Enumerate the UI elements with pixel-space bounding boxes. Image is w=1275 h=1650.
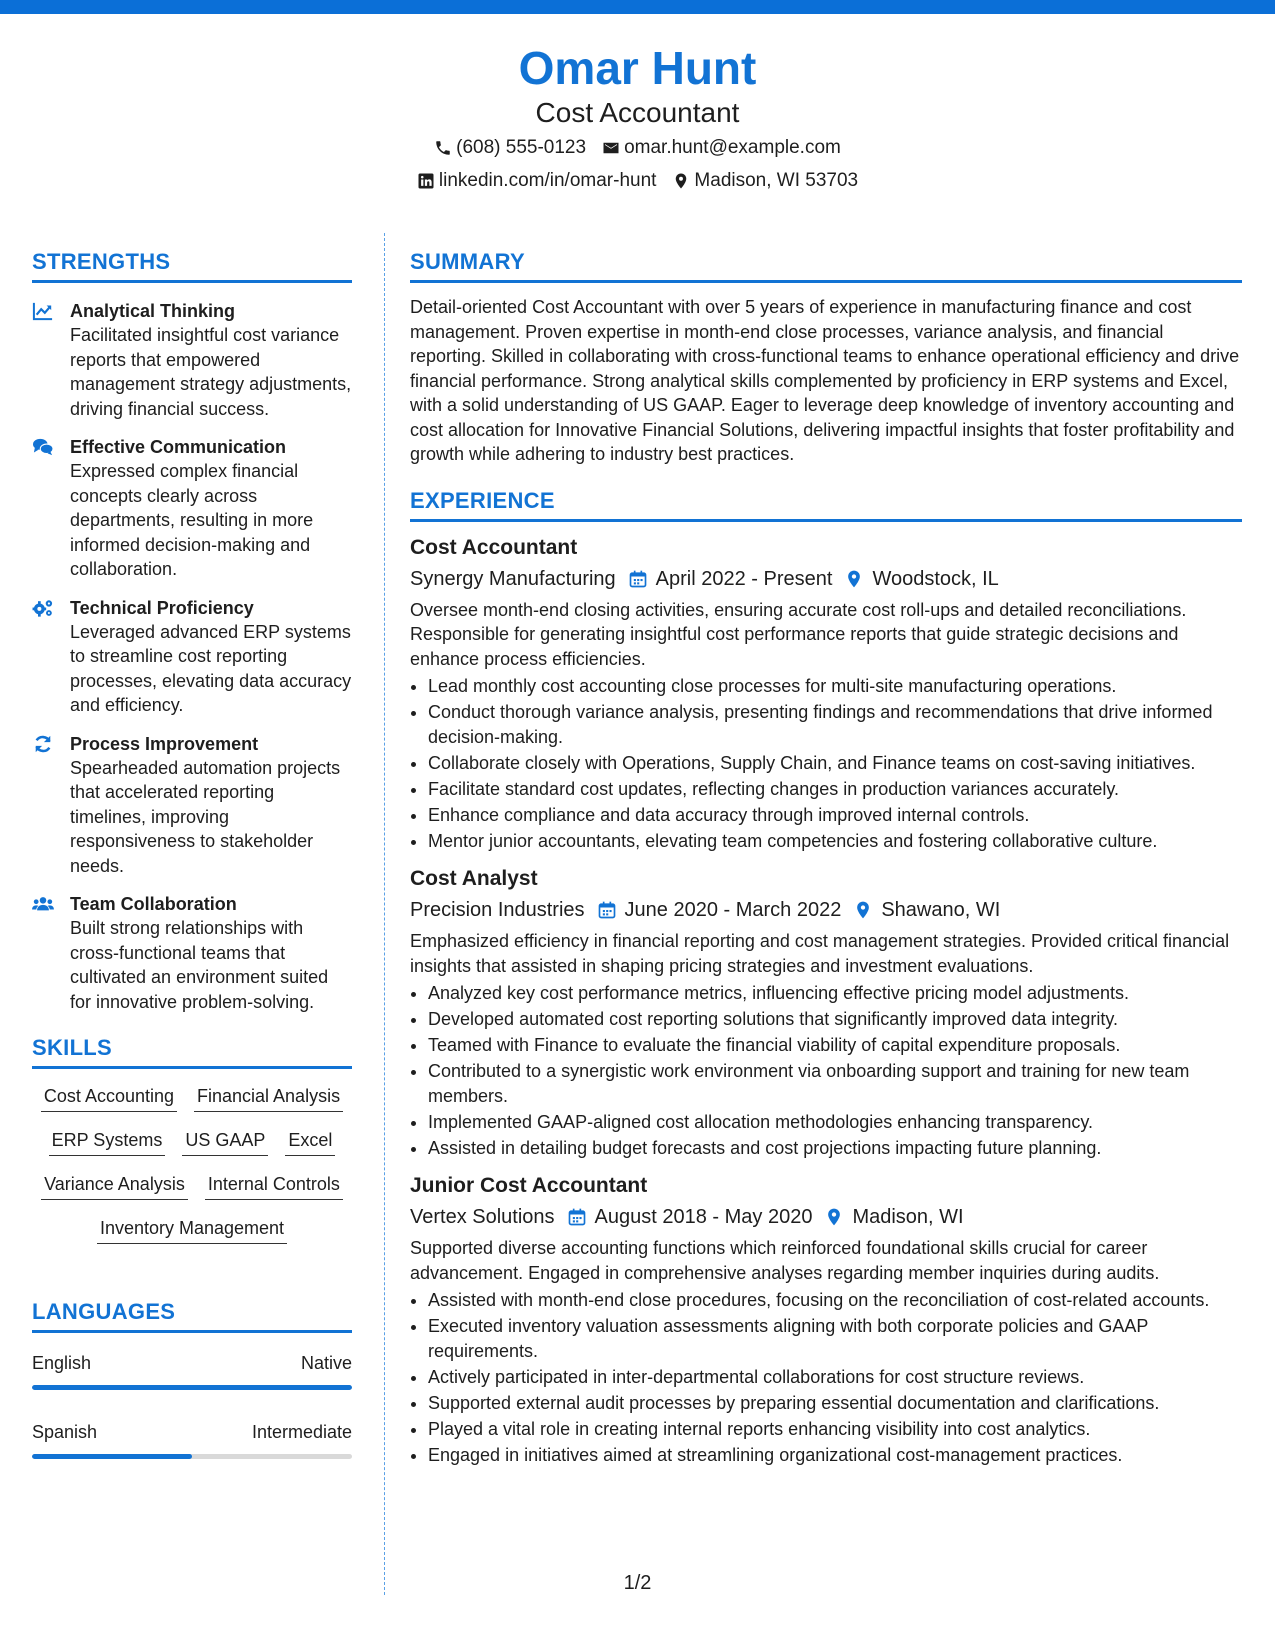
job-bullet: • Played a vital role in creating internal reports enhancing visibility into cost analytics. — [428, 1417, 1242, 1442]
strength-item — [32, 435, 352, 582]
location-text: Madison, WI 53703 — [694, 170, 859, 191]
map-marker-icon — [824, 1207, 844, 1227]
language-bar-fill — [32, 1454, 192, 1459]
job-bullet: • Developed automated cost reporting solutions that significantly improved data integrity. — [428, 1007, 1242, 1032]
experience-list — [410, 534, 1242, 1468]
candidate-name: Omar Hunt — [518, 42, 757, 94]
job-company: Precision Industries — [410, 899, 585, 921]
job-location: Woodstock, IL — [872, 567, 999, 590]
strength-title: Process Improvement — [70, 733, 259, 754]
strength-title: Technical Proficiency — [70, 597, 254, 618]
comments-icon — [32, 437, 54, 457]
contact-row-2 — [0, 165, 1275, 196]
calendar-icon — [597, 900, 617, 920]
job-bullets — [410, 1288, 1242, 1467]
language-name: English — [32, 1353, 92, 1373]
left-column — [32, 248, 352, 1459]
job-bullet: • Collaborate closely with Operations, Supply Chain, and Finance teams on cost-saving initiatives. — [428, 751, 1242, 776]
job-bullet: • Contributed to a synergistic work environment via onboarding support and training for new team members. — [428, 1059, 1242, 1108]
linkedin-contact[interactable] — [417, 165, 657, 196]
skills-section — [32, 1034, 352, 1244]
cogs-icon — [32, 598, 54, 618]
phone-number: (608) 555-0123 — [456, 137, 587, 158]
job-bullet: • Engaged in initiatives aimed at streamlining organizational cost-management practices. — [428, 1443, 1242, 1468]
job-description: Emphasized efficiency in financial reporting and cost management strategies. Provided critical financial insights that assisted in shaping pricing strategies and investment evaluations. — [410, 931, 1230, 976]
calendar-icon — [567, 1207, 587, 1227]
language-name: Spanish — [32, 1422, 98, 1442]
skill-tag: Inventory Management — [97, 1215, 287, 1244]
column-divider — [384, 233, 385, 1595]
strength-description: Leveraged advanced ERP systems to streamline cost reporting processes, elevating data accuracy and efficiency. — [70, 621, 352, 715]
linkedin-url[interactable]: linkedin.com/in/omar-hunt — [438, 170, 657, 191]
skill-tag: Financial Analysis — [194, 1083, 343, 1112]
strength-description: Spearheaded automation projects that accelerated reporting timelines, improving responsiveness to stakeholder needs. — [70, 757, 341, 876]
email-contact[interactable] — [602, 132, 841, 163]
job-dates: June 2020 - March 2022 — [624, 899, 842, 921]
strength-item — [32, 732, 352, 879]
skill-tag: ERP Systems — [49, 1127, 166, 1156]
language-bar — [32, 1385, 352, 1390]
job-bullet: • Assisted with month-end close procedures, focusing on the reconciliation of cost-related accounts. — [428, 1288, 1242, 1313]
skill-tag: US GAAP — [182, 1127, 268, 1156]
email-address[interactable]: omar.hunt@example.com — [624, 137, 841, 158]
language-bar-fill — [32, 1385, 352, 1390]
location-contact — [672, 165, 858, 196]
chart-line-icon — [32, 301, 54, 321]
skill-tag: Excel — [285, 1127, 335, 1156]
job-meta — [410, 1202, 1242, 1232]
job-bullet: • Conduct thorough variance analysis, presenting findings and recommendations that drive informed decision-making. — [428, 700, 1242, 749]
language-level: Intermediate — [251, 1422, 352, 1442]
envelope-icon — [602, 139, 620, 157]
language-item — [32, 1420, 352, 1459]
language-bar — [32, 1454, 352, 1459]
strength-description: Expressed complex financial concepts clearly across departments, resulting in more informed decision-making and collaboration. — [70, 461, 314, 579]
candidate-role: Cost Accountant — [535, 97, 740, 128]
strength-item — [32, 299, 352, 421]
skill-tag: Variance Analysis — [41, 1171, 188, 1200]
calendar-icon — [628, 569, 648, 589]
job-location: Madison, WI — [852, 1206, 964, 1228]
job-bullets — [410, 981, 1242, 1160]
experience-heading: EXPERIENCE — [410, 487, 1242, 522]
page-number: 1/2 — [623, 1572, 652, 1594]
strength-item — [32, 596, 352, 718]
linkedin-icon — [417, 172, 435, 190]
job-bullets — [410, 674, 1242, 853]
phone-icon — [434, 139, 452, 157]
job-title: Cost Accountant — [410, 535, 578, 559]
summary-heading: SUMMARY — [410, 248, 1242, 283]
contact-row-1 — [0, 132, 1275, 163]
skill-tag: Internal Controls — [205, 1171, 343, 1200]
strength-item — [32, 892, 352, 1014]
strengths-heading: STRENGTHS — [32, 248, 352, 283]
map-marker-icon — [844, 569, 864, 589]
job-dates: April 2022 - Present — [655, 567, 833, 590]
job-meta — [410, 564, 1242, 594]
strengths-list — [32, 299, 352, 1014]
language-level: Native — [300, 1353, 352, 1373]
job-bullet: • Analyzed key cost performance metrics, influencing effective pricing model adjustments. — [428, 981, 1242, 1006]
language-item — [32, 1351, 352, 1390]
skills-list — [32, 1083, 352, 1244]
summary-text: Detail-oriented Cost Accountant with over 5 years of experience in manufacturing finance and cost management. Proven expertise in month-end close processes, variance analysis, and financial reporting. Skilled in collaborating with cross-functional teams to enhance operational efficiency and drive financial performance. Strong analytical skills complemented by proficiency in ERP systems and Excel, with a solid understanding of US GAAP. Eager to leverage deep knowledge of inventory accounting and cost allocation for Innovative Financial Solutions, delivering impactful insights that foster profitability and growth while adhering to industry best practices. — [410, 297, 1240, 464]
job-bullet: • Assisted in detailing budget forecasts and cost projections impacting future planning. — [428, 1136, 1242, 1161]
strength-title: Effective Communication — [70, 437, 287, 457]
job-bullet: • Supported external audit processes by preparing essential documentation and clarifications. — [428, 1391, 1242, 1416]
languages-heading: LANGUAGES — [32, 1298, 352, 1333]
job-bullet: • Actively participated in inter-departmental collaborations for cost structure reviews. — [428, 1365, 1242, 1390]
map-marker-icon — [853, 900, 873, 920]
job-entry — [410, 534, 1242, 854]
right-column — [410, 248, 1242, 1469]
sync-icon — [32, 734, 54, 754]
strength-description: Built strong relationships with cross-functional teams that cultivated an environment suited for innovative problem-solving. — [70, 918, 329, 1012]
job-bullet: • Mentor junior accountants, elevating team competencies and fostering collaborative culture. — [428, 829, 1242, 854]
skills-heading: SKILLS — [32, 1034, 352, 1069]
resume-header — [0, 40, 1275, 196]
job-dates: August 2018 - May 2020 — [594, 1206, 813, 1228]
phone-contact — [434, 132, 586, 163]
top-accent-bar — [0, 0, 1275, 14]
job-bullet: • Lead monthly cost accounting close processes for multi-site manufacturing operations. — [428, 674, 1242, 699]
map-marker-icon — [672, 172, 690, 190]
strength-description: Facilitated insightful cost variance reports that empowered management strategy adjustments, driving financial success. — [70, 325, 352, 419]
languages-section — [32, 1298, 352, 1459]
job-entry — [410, 1172, 1242, 1467]
job-entry — [410, 865, 1242, 1160]
job-title: Cost Analyst — [410, 867, 538, 890]
strength-title: Analytical Thinking — [70, 301, 236, 321]
job-company: Vertex Solutions — [410, 1206, 555, 1228]
job-description: Supported diverse accounting functions which reinforced foundational skills crucial for career advancement. Engaged in comprehensive analyses regarding member inquiries during audits. — [410, 1238, 1160, 1283]
job-meta — [410, 895, 1242, 925]
strength-title: Team Collaboration — [70, 894, 237, 914]
skill-tag: Cost Accounting — [41, 1083, 177, 1112]
job-location: Shawano, WI — [881, 899, 1001, 921]
job-description: Oversee month-end closing activities, ensuring accurate cost roll-ups and detailed reconciliations. Responsible for generating insightful cost performance reports that guide strategic decisions and enhance process efficiencies. — [410, 599, 1187, 669]
users-icon — [32, 894, 54, 914]
job-bullet: • Teamed with Finance to evaluate the financial viability of capital expenditure proposals. — [428, 1033, 1242, 1058]
job-bullet: • Implemented GAAP-aligned cost allocation methodologies enhancing transparency. — [428, 1110, 1242, 1135]
job-bullet: • Facilitate standard cost updates, reflecting changes in production variances accurately. — [428, 777, 1242, 802]
job-title: Junior Cost Accountant — [410, 1174, 648, 1197]
job-company: Synergy Manufacturing — [410, 567, 616, 590]
job-bullet: • Enhance compliance and data accuracy through improved internal controls. — [428, 803, 1242, 828]
job-bullet: • Executed inventory valuation assessments aligning with both corporate policies and GAAP requirements. — [428, 1314, 1242, 1363]
